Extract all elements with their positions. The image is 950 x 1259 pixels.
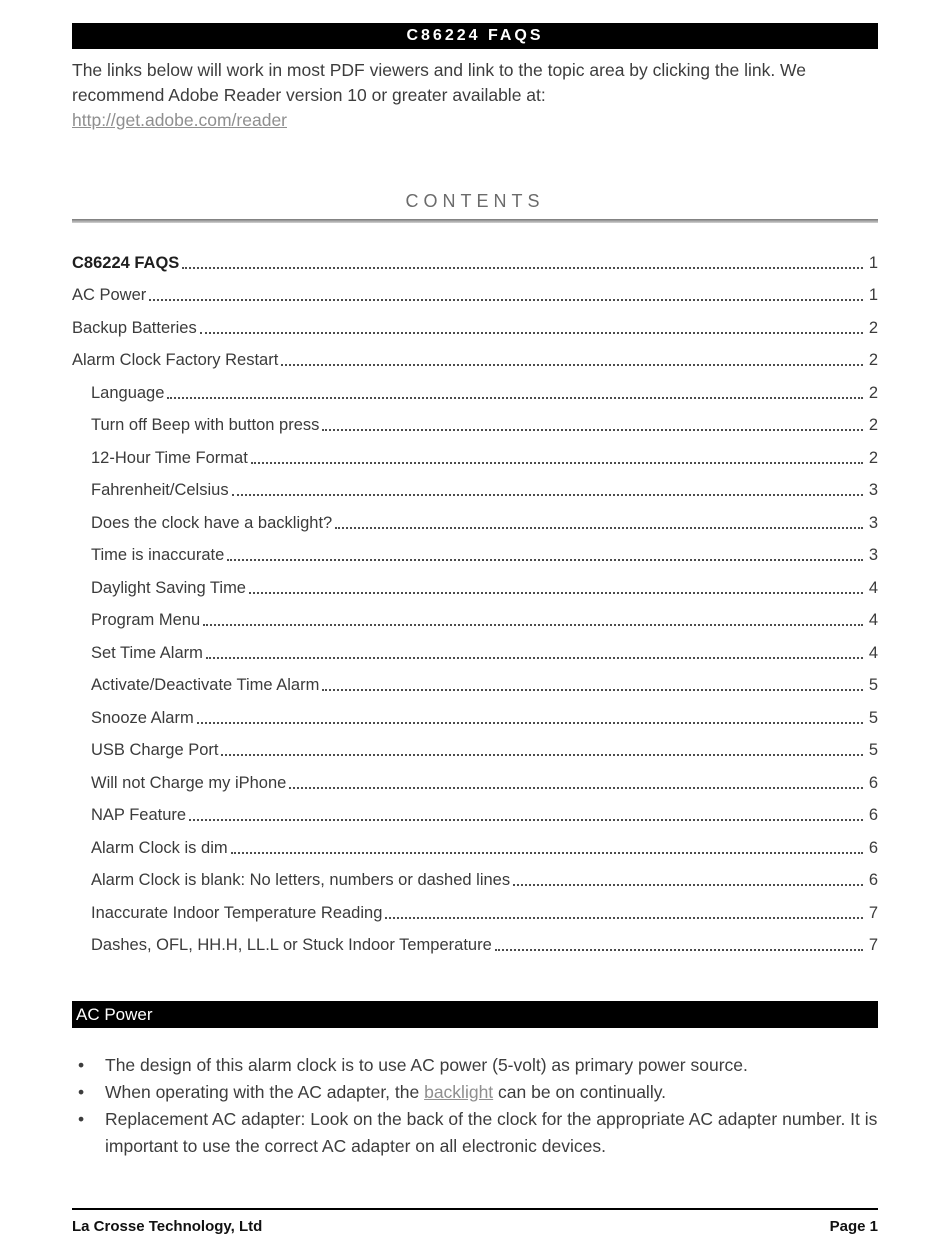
toc-entry[interactable] — [72, 825, 878, 858]
toc-leader-dots — [251, 462, 863, 464]
toc-page-number: 1 — [868, 253, 878, 272]
toc-entry[interactable] — [72, 305, 878, 338]
toc-entry-label: Daylight Saving Time — [91, 578, 246, 597]
intro-text — [72, 58, 878, 133]
bullet-text-post: can be on continually. — [493, 1082, 667, 1102]
toc-entry-label: Does the clock have a backlight? — [91, 513, 333, 532]
bullet-text-pre: When operating with the AC adapter, the — [105, 1082, 425, 1102]
toc-entry[interactable] — [72, 565, 878, 598]
toc-leader-dots — [335, 527, 863, 529]
toc-page-number: 1 — [868, 286, 878, 304]
toc-entry[interactable] — [72, 663, 878, 696]
toc-entry[interactable] — [72, 240, 878, 273]
toc-page-number: 5 — [868, 708, 878, 727]
toc-page-number: 2 — [868, 416, 878, 434]
toc-entry[interactable] — [72, 890, 878, 923]
bullet-text — [105, 1079, 878, 1106]
toc-page-number: 3 — [868, 513, 878, 532]
toc-entry[interactable] — [72, 793, 878, 826]
toc-entry-label: Set Time Alarm — [91, 643, 203, 662]
bullet-item — [72, 1079, 878, 1106]
toc-leader-dots — [289, 787, 863, 789]
toc-entry[interactable] — [72, 598, 878, 631]
bullet-marker: • — [78, 1109, 85, 1129]
section-header-ac-power — [72, 1001, 878, 1028]
toc-entry[interactable] — [72, 533, 878, 566]
toc-leader-dots — [197, 722, 863, 724]
toc-page-number: 6 — [868, 838, 878, 857]
contents-heading: CONTENTS — [405, 191, 545, 211]
toc-page-number: 5 — [868, 676, 878, 694]
contents-divider — [72, 219, 878, 223]
toc-leader-dots — [495, 949, 863, 951]
bullet-item — [72, 1106, 878, 1160]
toc-entry[interactable] — [72, 435, 878, 468]
intro-sentence: The links below will work in most PDF viewers and link to the topic area by clicking the link. We recommend Adobe Reader version 10 or greater available at: — [72, 60, 806, 105]
toc-page-number: 6 — [868, 806, 878, 824]
toc-leader-dots — [167, 397, 863, 399]
toc-page-number: 6 — [868, 773, 878, 792]
toc-entry-label: Program Menu — [91, 611, 201, 629]
toc-entry-label: Alarm Clock is dim — [91, 838, 228, 857]
document-title: C86224 FAQS — [406, 27, 544, 44]
toc-entry-label: Time is inaccurate — [91, 546, 225, 564]
bullet-list — [72, 1052, 878, 1160]
toc-leader-dots — [322, 689, 863, 691]
toc-leader-dots — [206, 657, 863, 659]
page-footer — [72, 1208, 878, 1235]
toc-entry-label: Dashes, OFL, HH.H, LL.L or Stuck Indoor Temperature — [91, 936, 492, 954]
toc-leader-dots — [200, 332, 863, 334]
section-header-label: AC Power — [76, 1004, 153, 1024]
toc-page-number: 2 — [868, 318, 878, 337]
toc-entry-label: Activate/Deactivate Time Alarm — [91, 676, 320, 694]
toc-page-number: 4 — [868, 578, 878, 597]
toc-leader-dots — [231, 852, 863, 854]
toc-entry-label: Backup Batteries — [72, 318, 197, 337]
toc-page-number: 6 — [868, 871, 878, 889]
toc-entry[interactable] — [72, 338, 878, 371]
document-title-bar — [72, 23, 878, 49]
footer-page-number: Page 1 — [829, 1218, 878, 1235]
toc-page-number: 5 — [868, 741, 878, 759]
toc-entry[interactable] — [72, 370, 878, 403]
toc-entry[interactable] — [72, 630, 878, 663]
bullet-text: The design of this alarm clock is to use AC power (5-volt) as primary power source. — [105, 1055, 748, 1075]
toc-leader-dots — [249, 592, 863, 594]
toc-list — [72, 240, 878, 955]
footer-divider — [72, 1208, 878, 1210]
toc-leader-dots — [182, 267, 863, 269]
toc-leader-dots — [203, 624, 863, 626]
toc-leader-dots — [227, 559, 863, 561]
toc-entry-label: USB Charge Port — [91, 741, 219, 759]
toc-entry[interactable] — [72, 858, 878, 891]
toc-entry-label: Snooze Alarm — [91, 708, 194, 727]
toc-entry[interactable] — [72, 403, 878, 436]
toc-entry-label: NAP Feature — [91, 806, 187, 824]
toc-leader-dots — [189, 819, 863, 821]
toc-entry-label: Will not Charge my iPhone — [91, 773, 287, 792]
toc-entry-label: Language — [91, 383, 165, 402]
toc-entry-label: Fahrenheit/Celsius — [91, 481, 229, 499]
toc-page-number: 4 — [868, 611, 878, 629]
toc-entry[interactable] — [72, 273, 878, 306]
toc-leader-dots — [281, 364, 863, 366]
toc-entry-label: Inaccurate Indoor Temperature Reading — [91, 903, 383, 922]
toc-leader-dots — [149, 299, 863, 301]
toc-leader-dots — [385, 917, 863, 919]
toc-page-number: 3 — [868, 481, 878, 499]
bullet-text: Replacement AC adapter: Look on the back of the clock for the appropriate AC adapter number. It is important to use the correct AC adapter on all electronic devices. — [105, 1109, 878, 1156]
toc-entry-label: AC Power — [72, 286, 147, 304]
toc-page-number: 3 — [868, 546, 878, 564]
adobe-reader-link[interactable]: http://get.adobe.com/reader — [72, 110, 287, 130]
toc-entry[interactable] — [72, 468, 878, 501]
toc-entry-label: Alarm Clock Factory Restart — [72, 351, 279, 369]
toc-page-number: 7 — [868, 903, 878, 922]
toc-leader-dots — [513, 884, 863, 886]
bullet-item — [72, 1052, 878, 1079]
backlight-link[interactable]: backlight — [424, 1082, 494, 1102]
toc-page-number: 2 — [868, 383, 878, 402]
toc-entry-label: Turn off Beep with button press — [91, 416, 320, 434]
toc-entry-label: Alarm Clock is blank: No letters, numbers or dashed lines — [91, 871, 511, 889]
bullet-marker: • — [78, 1082, 85, 1102]
bullet-marker: • — [78, 1055, 85, 1075]
footer-company: La Crosse Technology, Ltd — [72, 1218, 263, 1235]
toc-page-number: 7 — [868, 936, 878, 954]
toc-leader-dots — [232, 494, 863, 496]
toc-page-number: 2 — [868, 351, 878, 369]
toc-leader-dots — [221, 754, 863, 756]
toc-entry[interactable] — [72, 695, 878, 728]
toc-entry[interactable] — [72, 500, 878, 533]
toc-page-number: 4 — [868, 643, 878, 662]
toc-leader-dots — [322, 429, 863, 431]
toc-entry[interactable] — [72, 760, 878, 793]
toc-entry[interactable] — [72, 728, 878, 761]
toc-page-number: 2 — [868, 448, 878, 467]
toc-entry-label: C86224 FAQS — [72, 253, 180, 272]
toc-entry[interactable] — [72, 923, 878, 956]
toc-entry-label: 12-Hour Time Format — [91, 448, 248, 467]
